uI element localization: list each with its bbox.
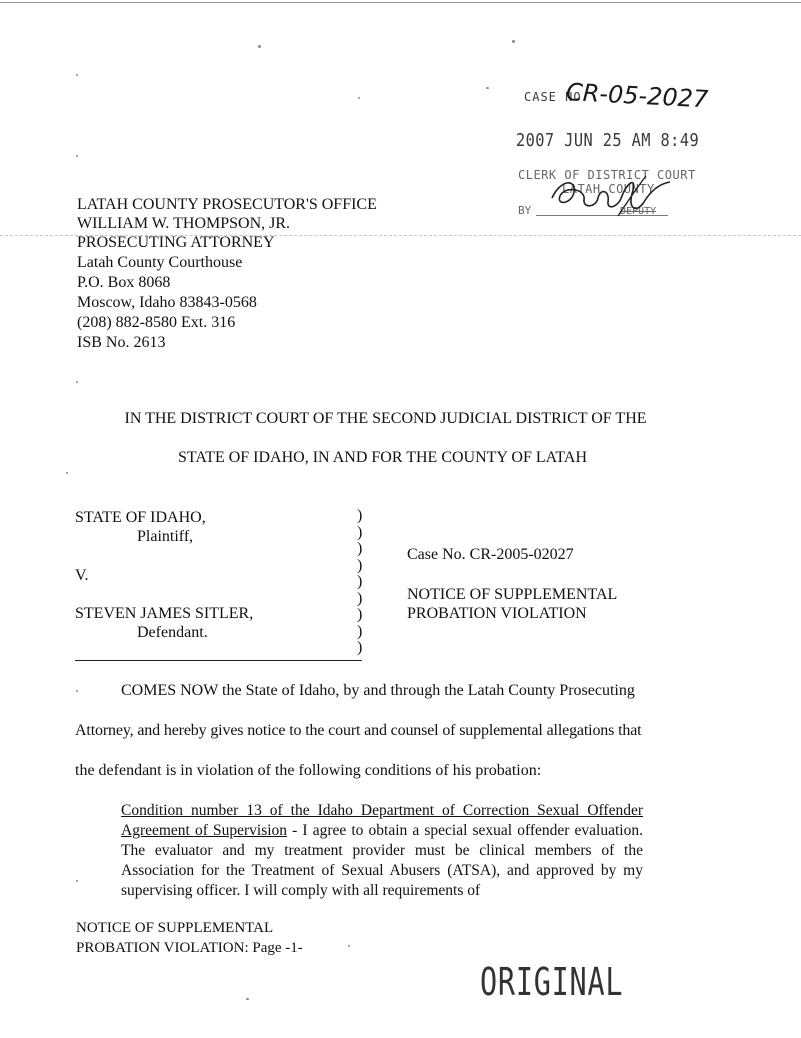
header-line: WILLIAM W. THOMPSON, JR. bbox=[77, 215, 291, 232]
scan-speck bbox=[76, 690, 78, 692]
by-label: BY bbox=[518, 204, 532, 217]
handwritten-case-number: CR-05-2027 bbox=[565, 78, 709, 114]
header-line: P.O. Box 8068 bbox=[77, 274, 171, 291]
document-title-line-1: NOTICE OF SUPPLEMENTAL bbox=[407, 586, 618, 603]
header-line: PROSECUTING ATTORNEY bbox=[77, 234, 275, 251]
condition-heading: Condition number 13 of the Idaho Department of Correction Sexual Offender Agreement of Supervision bbox=[121, 802, 643, 839]
document-title-line-2: PROBATION VIOLATION bbox=[407, 605, 587, 622]
body-line-2: Attorney, and hereby gives notice to the court and counsel of supplemental allegations that bbox=[75, 722, 642, 739]
plaintiff-role: Plaintiff, bbox=[137, 528, 194, 545]
page-footer bbox=[76, 918, 303, 958]
plaintiff-name: STATE OF IDAHO, bbox=[75, 509, 206, 526]
scan-speck bbox=[246, 998, 249, 1000]
scan-speck bbox=[348, 945, 350, 947]
condition-paragraph bbox=[121, 801, 643, 901]
court-title-line-1: IN THE DISTRICT COURT OF THE SECOND JUDICIAL DISTRICT OF THE bbox=[124, 410, 647, 427]
caption-parentheses: ) ) ) ) ) ) ) ) ) bbox=[357, 507, 363, 656]
scan-speck bbox=[76, 880, 78, 882]
scan-top-edge bbox=[0, 2, 801, 3]
header-line: Latah County Courthouse bbox=[77, 254, 243, 271]
deputy-label: DEPUTY bbox=[620, 206, 657, 217]
scan-speck bbox=[76, 74, 78, 76]
defendant-role: Defendant. bbox=[137, 624, 208, 641]
footer-line-2: PROBATION VIOLATION: Page -1- bbox=[76, 940, 303, 956]
case-no-label: CASE NO bbox=[524, 90, 582, 104]
scan-speck bbox=[512, 40, 515, 43]
clerk-signature-image bbox=[546, 168, 676, 223]
scan-speck bbox=[66, 472, 68, 474]
filing-date-stamp: 2007 JUN 25 AM 8:49 bbox=[516, 130, 700, 151]
header-line: (208) 882-8580 Ext. 316 bbox=[77, 314, 236, 331]
scan-speck bbox=[76, 155, 78, 157]
body-line-3: the defendant is in violation of the following conditions of his probation: bbox=[75, 762, 542, 779]
footer-line-1: NOTICE OF SUPPLEMENTAL bbox=[76, 920, 274, 936]
scan-speck bbox=[486, 87, 489, 89]
original-stamp: ORIGINAL bbox=[480, 960, 624, 1004]
body-line-1: COMES NOW the State of Idaho, by and through the Latah County Prosecuting bbox=[121, 682, 635, 699]
scan-speck bbox=[76, 381, 78, 383]
condition-text: - I agree to obtain a special sexual offender evaluation. The evaluator and my treatment provider must be clinical members of the Association for the Treatment of Sexual Abusers (ATSA), and approved by my supervising officer. I will comply with all requirements of bbox=[121, 822, 643, 899]
header-line: ISB No. 2613 bbox=[77, 334, 166, 351]
clerk-line-2: LATAH COUNTY bbox=[562, 182, 655, 196]
clerk-line-1: CLERK OF DISTRICT COURT bbox=[518, 168, 696, 182]
court-title-line-2: STATE OF IDAHO, IN AND FOR THE COUNTY OF LATAH bbox=[178, 449, 587, 466]
attorney-header bbox=[77, 195, 377, 352]
case-number: Case No. CR-2005-02027 bbox=[407, 546, 574, 563]
versus: V. bbox=[75, 567, 89, 584]
scan-speck bbox=[358, 97, 360, 99]
caption-underline bbox=[75, 660, 362, 661]
defendant-name: STEVEN JAMES SITLER, bbox=[75, 605, 254, 622]
header-line: LATAH COUNTY PROSECUTOR'S OFFICE bbox=[77, 196, 377, 213]
scan-speck bbox=[258, 45, 261, 48]
header-line: Moscow, Idaho 83843-0568 bbox=[77, 294, 257, 311]
